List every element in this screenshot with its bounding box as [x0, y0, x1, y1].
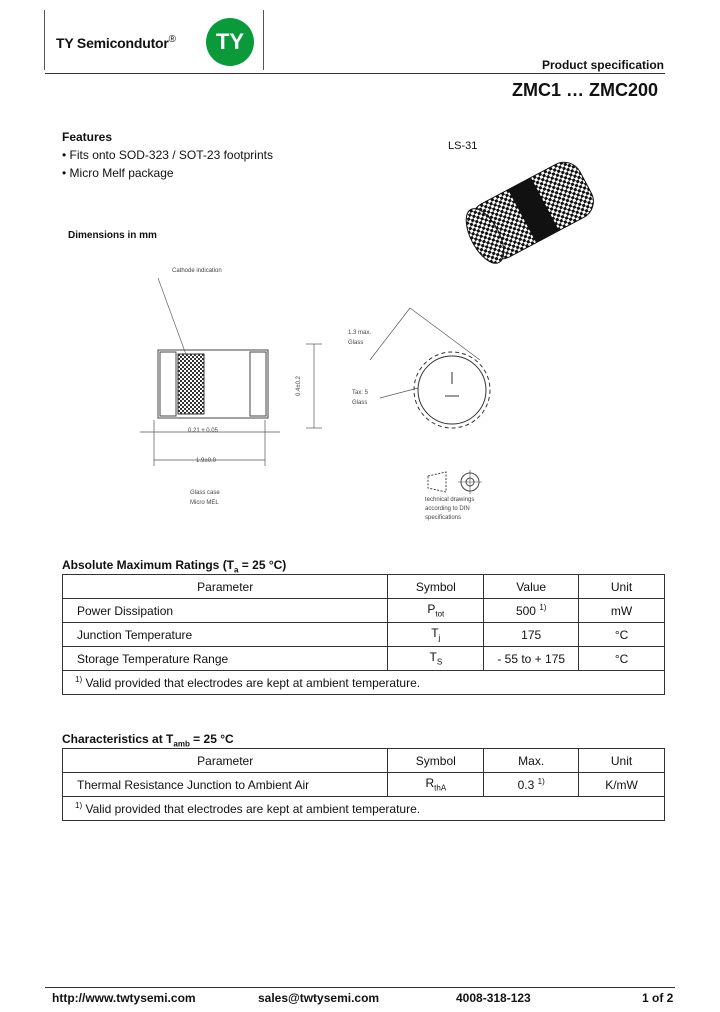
table-header-row: [63, 749, 665, 773]
footnote-text: Valid provided that electrodes are kept at ambient temperature.: [85, 802, 421, 816]
char-title-tail: = 25 °C: [189, 732, 234, 746]
symbol-sub: j: [438, 633, 441, 643]
footer-rule: [45, 987, 675, 988]
value-cell: [484, 599, 579, 623]
table-row: [63, 599, 665, 623]
abs-max-title: [62, 558, 286, 574]
footer-website-link[interactable]: http://www.twtysemi.com: [52, 991, 196, 1005]
footnote-cell: [63, 797, 665, 821]
header-rule: [45, 73, 665, 74]
param-cell: Storage Temperature Range: [63, 647, 388, 671]
package-name: LS-31: [448, 140, 478, 152]
leader-label-2: Glass: [348, 340, 364, 346]
brand-text: TY Semicondutor: [56, 35, 169, 51]
footnote-text: Valid provided that electrodes are kept at ambient temperature.: [85, 676, 421, 690]
table-row: [63, 623, 665, 647]
footer-phone: 4008-318-123: [456, 991, 531, 1005]
footer-page-number: 1 of 2: [642, 991, 674, 1005]
abs-max-title-main: Absolute Maximum Ratings (T: [62, 558, 235, 572]
leader-label-1: 1.3 max.: [348, 330, 372, 336]
value-main: 0.3: [517, 778, 535, 792]
header-parameter: Parameter: [63, 749, 388, 773]
value-footnote: 1): [539, 603, 547, 612]
dim-thickness: 0.21 ± 0.05: [188, 428, 218, 434]
footnote-row: [63, 797, 665, 821]
feature-item: • Micro Melf package: [62, 166, 174, 180]
char-title-main: Characteristics at T: [62, 732, 174, 746]
part-number: ZMC1 … ZMC200: [511, 80, 658, 100]
cathode-label: Cathode indication: [172, 268, 222, 274]
table-row: [63, 773, 665, 797]
param-cell: Junction Temperature: [63, 623, 388, 647]
leader-label-3: Tax: 5: [352, 390, 369, 396]
symbol-sub: tot: [435, 609, 445, 619]
note-line-1: technical drawings: [425, 497, 475, 503]
body-label-2: Micro MEL: [190, 500, 219, 506]
brand-name: [56, 34, 176, 51]
symbol-main: P: [427, 602, 436, 617]
symbol-sub: S: [436, 657, 443, 667]
abs-max-table: [62, 574, 665, 695]
feature-item: • Fits onto SOD-323 / SOT-23 footprints: [62, 148, 273, 162]
abs-max-title-tail: = 25 °C): [238, 558, 287, 572]
characteristics-title: [62, 732, 234, 748]
symbol-main: T: [431, 626, 439, 641]
symbol-sub: thA: [434, 783, 447, 793]
header-value: Value: [484, 575, 579, 599]
value-cell: - 55 to + 175: [484, 647, 579, 671]
package-3d-illustration: [455, 150, 615, 280]
symbol-cell: [388, 599, 484, 623]
value-cell: [484, 773, 579, 797]
header-divider-left: [44, 10, 45, 70]
header-symbol: Symbol: [388, 575, 484, 599]
footnote-cell: [63, 671, 665, 695]
company-logo: TY: [206, 18, 254, 66]
unit-cell: °C: [579, 647, 665, 671]
leader-label-4: Glass: [352, 400, 368, 406]
header-symbol: Symbol: [388, 749, 484, 773]
footer-email-link[interactable]: sales@twtysemi.com: [258, 991, 380, 1005]
note-line-3: specifications: [425, 515, 462, 521]
table-row: [63, 647, 665, 671]
unit-cell: mW: [579, 599, 665, 623]
symbol-main: T: [429, 650, 437, 665]
header-max: Max.: [484, 749, 579, 773]
footnote-mark: 1): [75, 801, 83, 810]
header-parameter: Parameter: [63, 575, 388, 599]
value-cell: 175: [484, 623, 579, 647]
characteristics-table: [62, 748, 665, 821]
header-unit: Unit: [579, 749, 665, 773]
dim-diameter: 0.4±0.2: [296, 376, 302, 396]
param-cell: Power Dissipation: [63, 599, 388, 623]
param-cell: Thermal Resistance Junction to Ambient Air: [63, 773, 388, 797]
product-spec-label: Product specification: [541, 58, 664, 72]
value-footnote: 1): [537, 777, 545, 786]
value-main: 500: [515, 604, 536, 618]
note-line-2: according to DIN: [425, 506, 470, 512]
dimensions-title: Dimensions in mm: [68, 230, 157, 241]
registered-mark: ®: [168, 34, 176, 45]
char-title-sub: amb: [173, 739, 190, 749]
symbol-cell: [388, 773, 484, 797]
abs-max-title-sub: a: [234, 565, 239, 575]
footnote-row: [63, 671, 665, 695]
features-title: Features: [62, 130, 113, 144]
projection-symbol-icon: [424, 470, 494, 496]
dimension-drawing-side: [130, 270, 330, 480]
unit-cell: K/mW: [579, 773, 665, 797]
table-header-row: [63, 575, 665, 599]
body-label-1: Glass case: [190, 490, 220, 496]
symbol-cell: [388, 623, 484, 647]
symbol-main: R: [425, 776, 435, 791]
footnote-mark: 1): [75, 675, 83, 684]
symbol-cell: [388, 647, 484, 671]
unit-cell: °C: [579, 623, 665, 647]
header-unit: Unit: [579, 575, 665, 599]
header-divider-right: [263, 10, 264, 70]
dimension-drawing-end: [340, 300, 520, 450]
dim-length: 1.9±0.0: [196, 458, 216, 464]
